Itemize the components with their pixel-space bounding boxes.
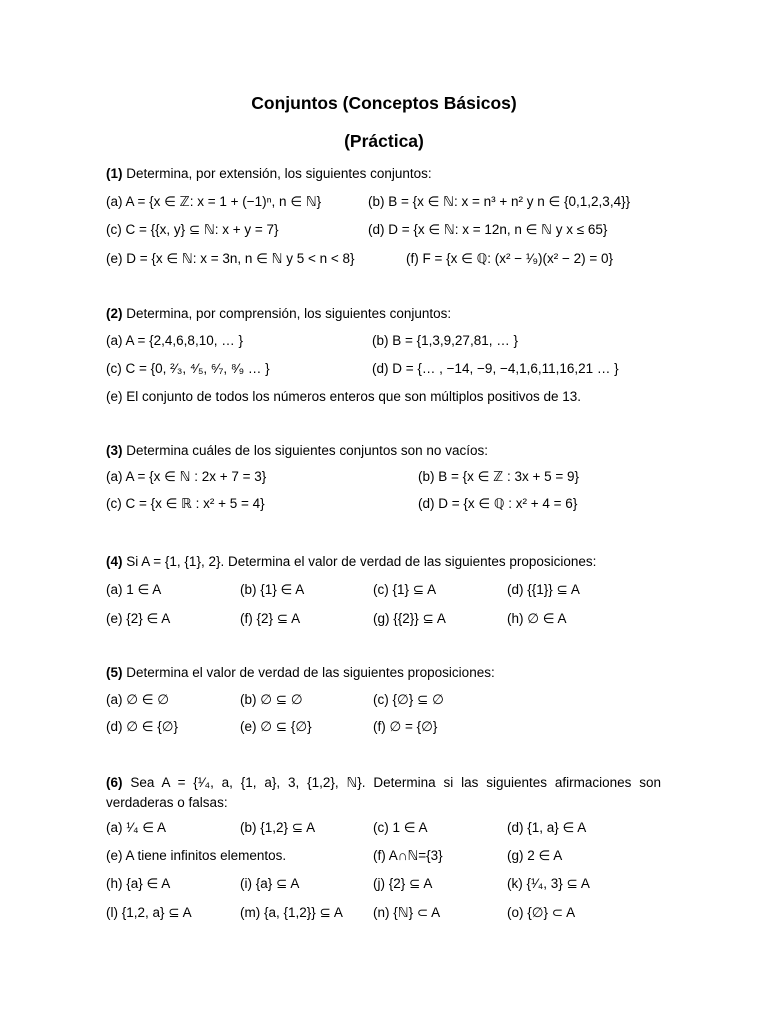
q5-item-b: (b) ∅ ⊆ ∅ xyxy=(240,692,303,707)
q4-item-e: (e) {2} ∈ A xyxy=(106,611,171,626)
q3-item-a: (a) A = {x ∈ ℕ : 2x + 7 = 3} xyxy=(106,469,267,484)
q3-item-d: (d) D = {x ∈ ℚ : x² + 4 = 6} xyxy=(418,496,578,511)
q4-item-b: (b) {1} ∈ A xyxy=(240,582,305,597)
q6-item-k: (k) {¹⁄₄, 3} ⊆ A xyxy=(507,876,590,891)
q1-item-f: (f) F = {x ∈ ℚ: (x² − ¹⁄₉)(x² − 2) = 0} xyxy=(406,251,614,266)
q4-item-c: (c) {1} ⊆ A xyxy=(373,582,437,597)
q6-item-l: (l) {1,2, a} ⊆ A xyxy=(106,905,192,920)
q6-item-f: (f) A∩ℕ={3} xyxy=(373,848,443,863)
q5-text: Determina el valor de verdad de las siguientes proposiciones: xyxy=(122,665,495,680)
q1-item-d: (d) D = {x ∈ ℕ: x = 12n, n ∈ ℕ y x ≤ 65} xyxy=(368,222,608,237)
q6-statement xyxy=(106,773,661,813)
q6-item-m: (m) {a, {1,2}} ⊆ A xyxy=(240,905,343,920)
q6-item-h: (h) {a} ∈ A xyxy=(106,876,171,891)
q4-text: Si A = {1, {1}, 2}. Determina el valor de verdad de las siguientes proposiciones: xyxy=(122,554,597,569)
q6-item-o: (o) {∅} ⊂ A xyxy=(507,905,576,920)
q1-item-a: (a) A = {x ∈ ℤ: x = 1 + (−1)ⁿ, n ∈ ℕ} xyxy=(106,194,322,209)
q6-number: (6) xyxy=(106,775,123,790)
q5-item-e: (e) ∅ ⊆ {∅} xyxy=(240,719,312,734)
q4-item-h: (h) ∅ ∈ A xyxy=(507,611,567,626)
q2-item-e: (e) El conjunto de todos los números enteros que son múltiplos positivos de 13. xyxy=(106,389,582,404)
q2-item-b: (b) B = {1,3,9,27,81, … } xyxy=(372,333,518,348)
q6-item-g: (g) 2 ∈ A xyxy=(507,848,563,863)
q1-text: Determina, por extensión, los siguientes conjuntos: xyxy=(122,166,432,181)
q1-number: (1) xyxy=(106,166,123,181)
page-subtitle: (Práctica) xyxy=(344,131,424,151)
q3-text: Determina cuáles de los siguientes conjuntos son no vacíos: xyxy=(122,443,488,458)
q2-text: Determina, por comprensión, los siguientes conjuntos: xyxy=(122,306,452,321)
q1-item-c: (c) C = {{x, y} ⊆ ℕ: x + y = 7} xyxy=(106,222,279,237)
q1-statement xyxy=(106,166,432,181)
q5-item-a: (a) ∅ ∈ ∅ xyxy=(106,692,170,707)
q6-text: Sea A = {¹⁄₄, a, {1, a}, 3, {1,2}, ℕ}. Determina si las siguientes afirmaciones son verdaderas o falsas: xyxy=(106,775,661,810)
q1-item-b: (b) B = {x ∈ ℕ: x = n³ + n² y n ∈ {0,1,2,3,4}} xyxy=(368,194,631,209)
q4-item-f: (f) {2} ⊆ A xyxy=(240,611,301,626)
page-title: Conjuntos (Conceptos Básicos) xyxy=(251,93,517,113)
q5-number: (5) xyxy=(106,665,123,680)
q2-item-d: (d) D = {… , −14, −9, −4,1,6,11,16,21 … } xyxy=(372,361,619,376)
q4-item-d: (d) {{1}} ⊆ A xyxy=(507,582,580,597)
q6-item-c: (c) 1 ∈ A xyxy=(373,820,428,835)
q2-number: (2) xyxy=(106,306,123,321)
q3-number: (3) xyxy=(106,443,123,458)
q6-item-n: (n) {ℕ} ⊂ A xyxy=(373,905,441,920)
q4-item-a: (a) 1 ∈ A xyxy=(106,582,162,597)
q2-item-c: (c) C = {0, ²⁄₃, ⁴⁄₅, ⁶⁄₇, ⁸⁄₉ … } xyxy=(106,361,270,376)
q4-statement xyxy=(106,554,596,569)
q2-statement xyxy=(106,306,451,321)
q6-item-i: (i) {a} ⊆ A xyxy=(240,876,300,891)
q6-item-d: (d) {1, a} ∈ A xyxy=(507,820,587,835)
q5-item-d: (d) ∅ ∈ {∅} xyxy=(106,719,179,734)
q3-statement xyxy=(106,443,488,458)
q3-item-b: (b) B = {x ∈ ℤ : 3x + 5 = 9} xyxy=(418,469,580,484)
q5-item-c: (c) {∅} ⊆ ∅ xyxy=(373,692,444,707)
q5-statement xyxy=(106,665,495,680)
q6-item-b: (b) {1,2} ⊆ A xyxy=(240,820,316,835)
q6-item-e: (e) A tiene infinitos elementos. xyxy=(106,848,287,863)
q2-item-a: (a) A = {2,4,6,8,10, … } xyxy=(106,333,243,348)
q1-item-e: (e) D = {x ∈ ℕ: x = 3n, n ∈ ℕ y 5 < n < 8} xyxy=(106,251,355,266)
q4-number: (4) xyxy=(106,554,123,569)
q6-item-a: (a) ¹⁄₄ ∈ A xyxy=(106,820,167,835)
q5-item-f: (f) ∅ = {∅} xyxy=(373,719,438,734)
q6-item-j: (j) {2} ⊆ A xyxy=(373,876,433,891)
q3-item-c: (c) C = {x ∈ ℝ : x² + 5 = 4} xyxy=(106,496,265,511)
q4-item-g: (g) {{2}} ⊆ A xyxy=(373,611,446,626)
